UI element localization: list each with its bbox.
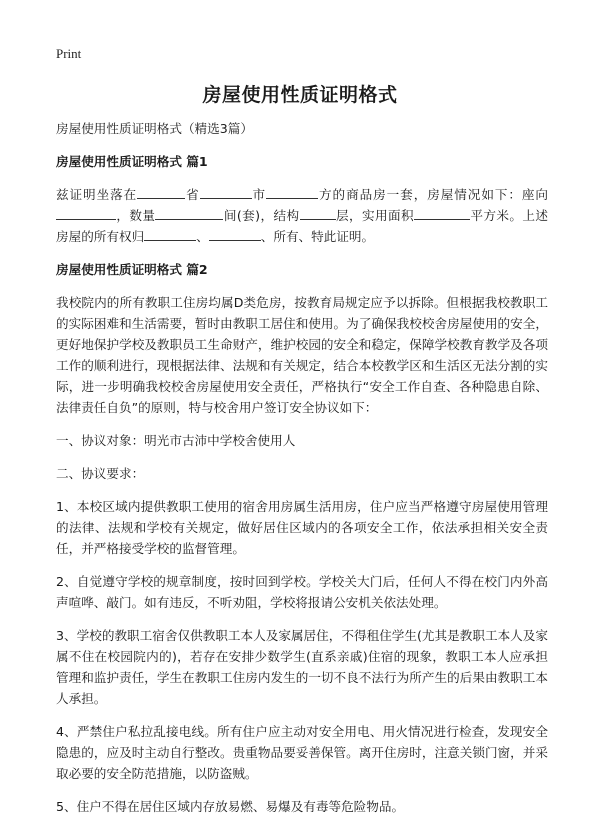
print-label: Print	[56, 46, 82, 61]
agreement-requirements-heading: 二、协议要求：	[56, 466, 145, 481]
requirement-4: 4、严禁住户私拉乱接电线。所有住户应主动对安全用电、用火情况进行检查，发现安全隐患的，应及时主动自行整改。贵重物品要妥善保管。离开住房时，注意关锁门窗，并采取必要的安全防范措施，以防盗贼。	[56, 724, 548, 781]
cert-text-7: 层，实用面积	[335, 208, 414, 223]
cert-text-9: 、	[196, 229, 209, 244]
agreement-object: 一、协议对象：明光市古沛中学校舍使用人	[56, 433, 296, 448]
blank-owner-1	[144, 226, 196, 241]
blank-province	[200, 184, 252, 199]
intro-line: 房屋使用性质证明格式（精选3篇）	[56, 121, 253, 136]
cert-text-6: 间(套)，结构	[223, 208, 300, 223]
cert-text-1: 兹证明坐落在	[56, 187, 138, 202]
page-title: 房屋使用性质证明格式	[202, 84, 398, 106]
blank-area	[414, 205, 470, 220]
document-body	[56, 118, 548, 829]
section-heading-2: 房屋使用性质证明格式 篇2	[56, 262, 208, 277]
cert-text-3: 市	[251, 187, 267, 202]
requirement-5: 5、住户不得在居住区域内存放易燃、易爆及有毒等危险物品。	[56, 799, 405, 814]
blank-quantity	[155, 205, 223, 220]
cert-text-5: ，数量	[116, 208, 156, 223]
cert-text-10: 、所有、特此证明。	[260, 229, 375, 244]
section-heading-1: 房屋使用性质证明格式 篇1	[56, 154, 208, 169]
agreement-intro-paragraph: 我校院内的所有教职工住房均属D类危房，按教育局规定应予以拆除。但根据我校教职工的实际困难和生活需要，暂时由教职工居住和使用。为了确保我校校舍房屋使用的安全，更好地保护学校及教职员工生命财产，维护校园的安全和稳定，保障学校教育教学及各项工作的顺利进行，现根据法律、法规和有关规定，结合本校教学区和生活区无法分割的实际，进一步明确我校校舍房屋使用安全责任，严格执行“安全工作自查、各种隐患自除、法律责任自负”的原则，特与校舍用户签订安全协议如下：	[56, 295, 548, 415]
blank-city	[266, 184, 318, 199]
requirement-1: 1、本校区域内提供教职工使用的宿舍用房属生活用房，住户应当严格遵守房屋使用管理的法律、法规和学校有关规定，做好居住区域内的各项安全工作，依法承担相关安全责任，并严格接受学校的监督管理。	[56, 499, 548, 556]
cert-text-2: 省	[185, 187, 200, 202]
cert-text-4: 方的商品房一套，房屋情况如下：座向	[318, 187, 549, 202]
blank-structure	[300, 205, 336, 220]
blank-owner-2	[209, 226, 261, 241]
requirement-3: 3、学校的教职工宿舍仅供教职工本人及家属居住，不得租住学生(尤其是教职工本人及家属不住在校园院内的)，若存在安排少数学生(直系亲戚)住宿的现象，教职工本人应承担管理和监护责任，学生在教职工住房内发生的一切不良不法行为所产生的后果由教职工本人承担。	[56, 628, 548, 706]
certificate-paragraph	[56, 184, 548, 247]
blank-orientation	[56, 205, 116, 220]
requirement-2: 2、自觉遵守学校的规章制度，按时回到学校。学校关大门后，任何人不得在校门内外高声喧哗、敲门。如有违反，不听劝阻，学校将报请公安机关依法处理。	[56, 574, 548, 610]
cert-text-8: 平方米。上述房屋的所有权归	[56, 208, 549, 244]
blank-location	[137, 184, 185, 199]
